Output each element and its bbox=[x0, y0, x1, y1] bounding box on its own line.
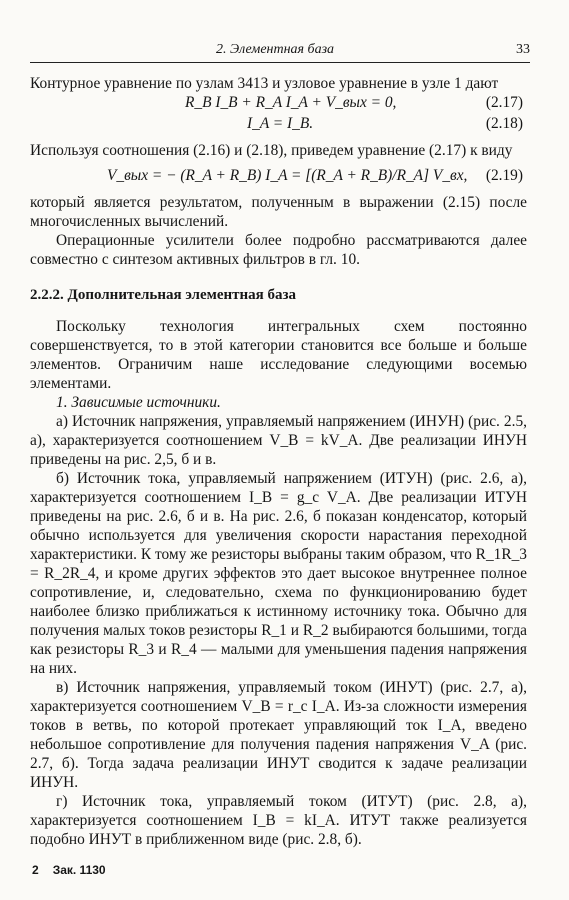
equation-2-17-body: R_B I_B + R_A I_A + V_вых = 0, bbox=[185, 94, 397, 111]
paragraph-result: который является результатом, полученным в выражении (2.15) после многочисленных вычислений. bbox=[30, 194, 527, 230]
equation-2-17 bbox=[30, 93, 527, 114]
paragraph-cccs: г) Источник тока, управляемый током (ИТУТ) (рис. 2.8, а), характеризуется соотношением I_B = kI_A. ИТУТ также реализуется подобно ИНУТ в приближенном виде (рис. 2.8, б). bbox=[30, 793, 527, 848]
signature-mark: 2 bbox=[32, 863, 39, 877]
page-number: 33 bbox=[516, 42, 530, 57]
equation-2-18 bbox=[30, 114, 527, 135]
paragraph-vcvs: а) Источник напряжения, управляемый напряжением (ИНУН) (рис. 2.5, а), характеризуется соотношением V_B = kV_A. Две реализации ИНУН приведены на рис. 2,5, б и в. bbox=[30, 413, 527, 468]
equation-2-19-number: (2.19) bbox=[485, 167, 523, 184]
order-number: Зак. 1130 bbox=[52, 863, 106, 877]
item-dependent-sources-title: 1. Зависимые источники. bbox=[56, 394, 221, 411]
page-body bbox=[30, 74, 527, 849]
equation-2-17-number: (2.17) bbox=[485, 94, 523, 111]
equation-2-19 bbox=[30, 166, 527, 187]
paragraph-intro-elements: Поскольку технология интегральных схем постоянно совершенствуется, то в этой категории становится все больше и больше элементов. Ограничим наше исследование следующими восемью элементами. bbox=[30, 318, 527, 392]
running-head: 2. Элементная база bbox=[216, 42, 335, 57]
running-header bbox=[30, 40, 530, 63]
paragraph-contour-equation: Контурное уравнение по узлам 3413 и узловое уравнение в узле 1 дают bbox=[30, 75, 499, 92]
paragraph-op-amps: Операционные усилители более подробно рассматриваются далее совместно с синтезом активных фильтров в гл. 10. bbox=[30, 232, 527, 268]
equation-2-18-body: I_A = I_B. bbox=[247, 115, 314, 132]
equation-2-19-body: V_вых = − (R_A + R_B) I_A = [(R_A + R_B)/R_A] V_вх, bbox=[107, 167, 468, 184]
page-footer bbox=[32, 863, 106, 877]
paragraph-ccvs: в) Источник напряжения, управляемый током (ИНУТ) (рис. 2.7, а), характеризуется соотношением V_B = r_c I_A. Из-за сложности измерения токов в ветвь, по которой протекает управляющий ток I_A, введено небольшое сопротивление для получения падения напряжения V_A (рис. 2.7, б). Тогда задача реализации ИНУТ сводится к задаче реализации ИНУН. bbox=[30, 679, 527, 791]
paragraph-vccs: б) Источник тока, управляемый напряжением (ИТУН) (рис. 2.6, а), характеризуется соотношением I_B = g_c V_A. Две реализации ИТУН приведены на рис. 2.6, б и в. На рис. 2.6, б показан конденсатор, который обычно используется для увеличения скорости нарастания переходной характеристики. К тому же резисторы выбраны таким образом, что R_1R_3 = R_2R_4, и кроме других эффектов это дает высокое внутреннее полное сопротивление, и, следовательно, схема по функционированию будет наиболее близко приближаться к истинному источнику тока. Обычно для получения малых токов резисторы R_1 и R_2 выбираются большими, тогда как резисторы R_3 и R_4 — малыми для уменьшения падения напряжения на них. bbox=[30, 470, 527, 677]
equation-2-18-number: (2.18) bbox=[485, 115, 523, 132]
section-heading: 2.2.2. Дополнительная элементная база bbox=[30, 287, 297, 303]
paragraph-using-relations: Используя соотношения (2.16) и (2.18), приведем уравнение (2.17) к виду bbox=[30, 142, 513, 159]
